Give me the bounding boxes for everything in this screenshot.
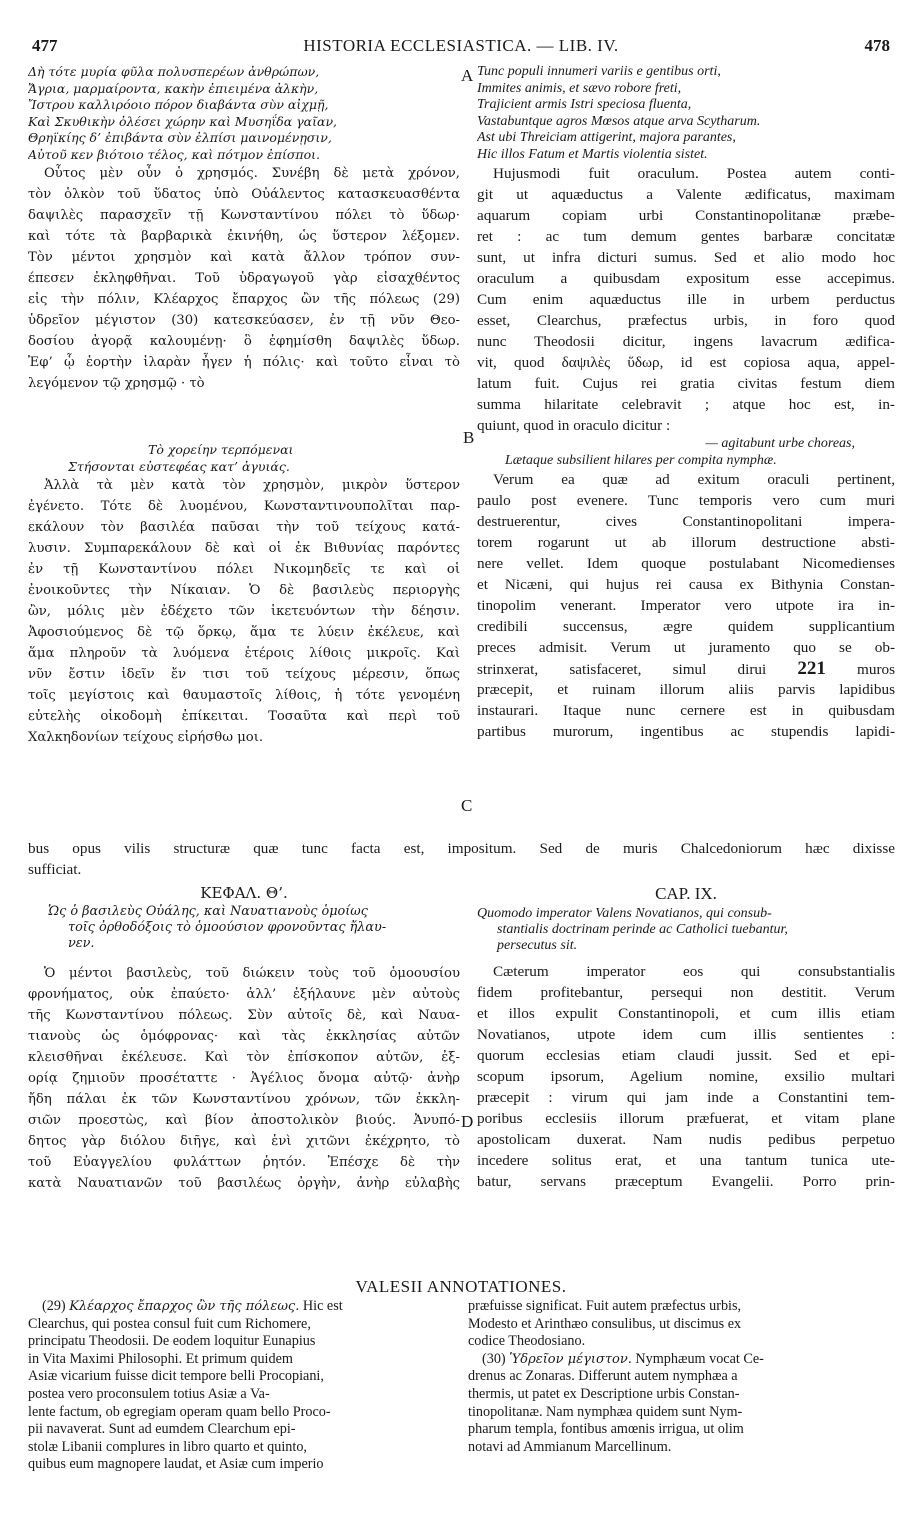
annotation-line	[468, 1298, 895, 1316]
verse-line: Δὴ τότε μυρία φῦλα πολυσπερέων ἀνθρώπων,	[28, 64, 320, 79]
text-line: Οὗτος μὲν οὖν ὁ χρησμός. Συνέβη δὲ μετὰ χρόνον,	[44, 166, 460, 181]
annotation-line	[468, 1351, 895, 1369]
subtitle-line: νεν.	[68, 936, 95, 951]
greek-prose	[28, 163, 460, 394]
annotation-text: quibus eum magnopere laudat, et Asiæ cum imperio	[28, 1456, 324, 1473]
greek-chapter-title: ΚΕΦΑΛ. Θ’.	[200, 884, 288, 902]
annotation-line	[468, 1333, 895, 1351]
verse-line: Vastabuntque agros Mœsos atque arva Scytharum.	[477, 113, 761, 129]
annotation-text: in Vita Maximi Philosophi. Et primum quidem	[28, 1350, 293, 1367]
annotation-text: notavi ad Ammianum Marcellinum.	[468, 1438, 672, 1455]
text-line: Novatianos, utpote idem cum illis sentientes :	[477, 1026, 895, 1043]
text-line: vit, quod δαψιλὲς ὕδωρ, id est copiosa aqua, appel-	[477, 354, 895, 371]
greek-prose-2	[28, 475, 460, 748]
text-line: τιανοὺς ὡς ὁμόφρονας· καὶ τὰς ἐκκλησίας αὐτῶν	[28, 1029, 460, 1044]
annotation-line	[28, 1368, 458, 1386]
running-header	[28, 36, 894, 60]
text-line: λυσιν. Συμπαρεκάλουν δὲ καὶ οἱ ἐκ Βιθυνίας παρόντες	[28, 541, 460, 556]
margin-letter-c: C	[461, 796, 473, 815]
annotation-line	[28, 1333, 458, 1351]
text-line: τοῖς μεγίστοις καὶ θαυμαστοῖς λίθοις, ἡ τότε γενομένη	[28, 688, 460, 703]
latin-prose	[477, 163, 895, 436]
text-line: Χαλκηδονίων τείχους εἰρήσθω μοι.	[28, 730, 264, 745]
subtitle-line: persecutus sit.	[497, 938, 578, 953]
text-line: Ἀφοσιούμενος δὲ τῷ ὅρκῳ, ἅμα τε λύειν ἐκέλευε, καὶ	[28, 625, 460, 640]
latin-chapter-title: CAP. IX.	[655, 884, 717, 903]
text-line: git ut aquæductus a Valente ædificatus, maximam	[477, 186, 895, 203]
full-width-text	[28, 838, 895, 880]
text-line: apostolicam duxerat. Nam nudis pedibus perpetuo	[477, 1131, 895, 1148]
annotation-text: Hic est	[299, 1298, 343, 1314]
annotation-line	[468, 1368, 895, 1386]
annotation-line	[468, 1439, 895, 1457]
text-line: et Nicæni, qui hujus rei causa ex Bithynia Constan-	[477, 576, 895, 593]
text-line: nunc Theodosii dicitur, ingens lavacrum ædifica-	[477, 333, 895, 350]
page-number-right: 478	[864, 36, 890, 55]
text-line: sunt, ut infra dicturi sumus. Sed et alio modo hoc	[477, 249, 895, 266]
annotation-line	[468, 1404, 895, 1422]
text-line: κλεισθῆναι ἐκέλευσε. Καὶ τὸν ἐπίσκοπον αὐτῶν, ἐξ-	[28, 1050, 460, 1065]
greek-chapter-body	[28, 963, 460, 1194]
text-line: Verum ea quæ ad exitum oraculi pertinent,	[493, 471, 895, 488]
annotation-line	[28, 1456, 458, 1474]
margin-letter-d: D	[461, 1112, 474, 1131]
verse-line: Hic illos Fatum et Martis violentia sistet.	[477, 146, 708, 162]
annotation-text: thermis, ut patet ex Descriptione urbis Constan-	[468, 1385, 740, 1402]
text-line: credibili succensus, ægre quidem supplicantium	[477, 618, 895, 635]
latin-chapter-subtitle	[477, 906, 895, 954]
annotation-lemma: Ὑδρεῖον μέγιστον.	[509, 1351, 632, 1367]
text-line: instaurari. Itaque nunc cernere est in quibusdam	[477, 702, 895, 719]
subtitle-line: Quomodo imperator Valens Novatianos, qui consub-	[477, 906, 772, 921]
subtitle-line: stantialis doctrinam perinde ac Catholici tuebantur,	[497, 922, 788, 937]
text-line: έπεσεν ἐκληφθῆναι. Τοῦ ὑδραγωγοῦ γὰρ εἰσαχθέντος	[28, 271, 460, 286]
annotation-line	[28, 1404, 458, 1422]
annotation-text: pharum templa, fontibus amœnis irrigua, ut olim	[468, 1421, 744, 1438]
text-line: δοσίου ἀγορᾷ καλουμένῃ· ὃ ἐφημίσθη δαψιλὲς ὕδωρ.	[28, 334, 460, 349]
subtitle-line: Ὡς ὁ βασιλεὺς Οὐάλης, καὶ Ναυατιανοὺς ὁμοίως	[48, 904, 368, 919]
subtitle-line: τοῖς ὀρθοδόξοις τὸ ὁμοούσιον φρονοῦντας ἤλαυ-	[68, 920, 387, 935]
text-line: tinopolim venerant. Imperator vero utpote ira in-	[477, 597, 895, 614]
annotation-number: (29)	[42, 1298, 66, 1314]
annotation-text: Nymphæum vocat Ce-	[631, 1350, 764, 1367]
annotation-text: principatu Theodosii. De eodem loquitur Eunapius	[28, 1333, 316, 1350]
annotation-line	[28, 1421, 458, 1439]
verse-line: — agitabunt urbe choreas,	[705, 436, 855, 451]
text-line: latum fuit. Cujus rei gratia civitas festum diem	[477, 375, 895, 392]
text-line: Ὁ μέντοι βασιλεὺς, τοῦ διώκειν τοὺς τοῦ ὁμοουσίου	[44, 966, 460, 981]
verse-line: Θρηϊκίης δ’ ἐπιβάντα σὺν ἐλπίσι μαινομένῃσιν,	[28, 130, 332, 145]
text-line: esset, Clearchus, præfectus urbis, in foro quod	[477, 312, 895, 329]
latin-chapter-body	[477, 961, 895, 1192]
text-line: summa hilaritate celebravit ; atque hoc est, in-	[477, 396, 895, 413]
text-line: aquarum copiam urbi Constantinopolitanæ præbe-	[477, 207, 895, 224]
text-line: preces admisit. Verum ut juramento quo se ob-	[477, 639, 895, 656]
annotation-line	[28, 1439, 458, 1457]
latin-line-with-page-number: strinxerat, satisfaceret, simul dirui 221 muros	[477, 658, 895, 679]
verse-line: Ast ubi Threiciam attigerint, majora parantes,	[477, 130, 736, 145]
text-line: σιῶν προεστὼς, καὶ βίον ἀποστολικὸν βιούς. Ἀνυπό-	[28, 1113, 460, 1128]
verse-line: Καὶ Σκυθικὴν ὀλέσει χώρην καὶ Μυσηΐδα γαῖαν,	[28, 113, 338, 129]
annotation-line	[28, 1316, 458, 1334]
text-line: quorum ecclesias etiam claudi jussit. Sed et epi-	[477, 1047, 895, 1064]
text-line: ὑδρεῖον μέγιστον (30) κατεσκεύασεν, ἐν τῇ νῦν Θεο-	[28, 313, 460, 328]
text-line: λεγόμενον τῷ χρησμῷ · τὸ	[28, 376, 205, 391]
text-line: δαψιλὲς παρασχεῖν τῇ Κωνσταντίνου πόλει τὸ ὕδωρ·	[28, 208, 460, 223]
annotation-lemma: Κλέαρχος ἔπαρχος ὢν τῆς πόλεως.	[69, 1299, 300, 1314]
verse-line: Immites animis, et sævo robore freti,	[477, 80, 682, 96]
latin-column-top	[477, 64, 895, 742]
annotation-line	[468, 1316, 895, 1334]
text-line: τὸν ὁλκὸν τοῦ ὕδατος ὑπὸ Οὐάλεντος κατασκευασθέντα	[28, 187, 460, 202]
annotation-text: tinopolitanæ. Nam nymphæa quidem sunt Nym-	[468, 1403, 743, 1420]
text-line: τῆς Κωνσταντίνου πόλεως. Σὺν αὐτοῖς δὲ, καὶ Ναυα-	[28, 1008, 460, 1023]
text-line: Cum enim aquæductus ille in urbem perductus	[477, 291, 895, 308]
page-number-left: 477	[32, 36, 58, 55]
text-line: Ἐφ’ ᾧ ἑορτὴν ἱλαρὰν ἦγεν ἡ πόλις· καὶ τοῦτο εἶναι τὸ	[28, 355, 460, 370]
verse-line: Ἴστρου καλλιρόοιο πόρον διαβάντα σὺν αἰχμῇ,	[28, 97, 329, 112]
running-title: HISTORIA ECCLESIASTICA. — LIB. IV.	[303, 36, 619, 55]
text-line: τοῦ Εὐαγγελίου φυλάττων ῥητόν. Ἐπέσχε δὲ τὴν	[28, 1155, 460, 1170]
text-line: bus opus vilis structuræ quæ tunc facta est, impositum. Sed de muris Chalcedoniorum hæc dixisse	[28, 840, 895, 857]
text-line: præcepit, et ruinam illorum aliis parvis lapidibus	[477, 681, 895, 698]
greek-oracle-verse	[28, 64, 460, 163]
verse-line: Αὐτοῦ κεν βιότοιο τέλος, καὶ πότμον ἐπίσποι.	[28, 146, 320, 162]
annotation-line	[28, 1351, 458, 1369]
annotations-right	[468, 1298, 895, 1456]
annotation-text: præfuisse significat. Fuit autem præfectus urbis,	[468, 1298, 742, 1314]
verse-line: Στήσονται εὐστεφέας κατ’ ἀγυιάς.	[68, 458, 290, 474]
inner-page-number: 221	[797, 658, 826, 679]
annotation-number: (30)	[482, 1350, 506, 1367]
verse-line: Ἄγρια, μαρμαίροντα, κακὴν ἐπιειμένα ἀλκὴν,	[28, 80, 319, 96]
annotations-title: VALESII ANNOTATIONES.	[355, 1277, 567, 1296]
annotation-text: drenus ac Zonaras. Differunt autem nymphæa a	[468, 1368, 738, 1385]
text-line: Τὸν μέντοι χρησμὸν καὶ κατὰ ἄλλον τρόπον συν-	[28, 250, 460, 265]
annotation-line	[28, 1386, 458, 1404]
text-line: præcepit : virum qui jam inde a Constantini tem-	[477, 1089, 895, 1106]
annotation-text: lente factum, ob egregiam operam quam bello Proco-	[28, 1403, 331, 1420]
text-line: εἰς τὴν πόλιν, Κλέαρχος ἔπαρχος ὢν τῆς πόλεως (29)	[28, 292, 460, 307]
text-line: κατὰ Ναυατιανῶν τοῦ βασιλέως ὀργὴν, ἀνὴρ εὐλαβὴς	[28, 1176, 460, 1191]
text-line: ορίᾳ ζημιοῦν προσέταττε · Ἀγέλιος ὄνομα αὐτῷ· ἀνὴρ	[28, 1071, 460, 1086]
margin-letter-b: B	[463, 428, 475, 447]
margin-letter-a: A	[461, 66, 474, 85]
verse-line: Tunc populi innumeri variis e gentibus orti,	[477, 64, 721, 79]
text-line: sufficiat.	[28, 861, 82, 878]
text-line: ἤδη πάλαι ἐκ τῶν Κωνσταντίνου χρόνων, τῶν ἐκκλη-	[28, 1092, 460, 1107]
text-line: fidem profitebantur, persequi non destitit. Verum	[477, 984, 895, 1001]
annotation-text: pii navaverat. Sunt ad eumdem Clearchum epi-	[28, 1421, 296, 1438]
greek-column-top	[28, 64, 460, 748]
text-line: paulo post evenere. Tunc temporis vero cum muri	[477, 492, 895, 509]
latin-prose-3	[477, 679, 895, 742]
greek-chapter-subtitle	[48, 904, 460, 952]
verse-line: Lætaque subsilient hilares per compita nymphæ.	[505, 452, 777, 468]
text-line: Hujusmodi fuit oraculum. Postea autem conti-	[493, 165, 895, 182]
annotation-text: codice Theodosiano.	[468, 1333, 586, 1350]
latin-oracle-verse	[477, 64, 895, 163]
text-line: poribus ecclesiis illorum præfuerat, et vitam plane	[477, 1110, 895, 1127]
text-line: ὢν, μόλις μὲν ἐδέχετο τῶν ἱκετευόντων τὴν δέησιν.	[28, 604, 460, 619]
annotation-line	[468, 1386, 895, 1404]
text-line: quiunt, quod in oraculo dicitur :	[477, 417, 671, 434]
verse-line: Τὸ χορείην τερπόμεναι	[148, 442, 294, 457]
text-line: nere vellet. Idem quoque postulabant Nicomedienses	[477, 555, 895, 572]
annotations-left	[28, 1298, 458, 1474]
annotation-text: Asiæ vicarium fuisse dicit tempore belli Procopiani,	[28, 1368, 324, 1385]
text-line: ἐγένετο. Τότε δὲ λυομένου, Κωνσταντινουπολῖται παρ-	[28, 499, 460, 514]
text-line: ἅμα πληροῦν τὰ λυόμενα ἑτέροις λίθοις μικροῖς. Καὶ	[28, 646, 460, 661]
text-line: et illos expulit Constantinopoli, et cum illis etiam	[477, 1005, 895, 1022]
text-line: ret : ac tum demum gentes barbaræ concitatæ	[477, 228, 895, 245]
latin-prose-2	[477, 469, 895, 658]
text-line: δητος γὰρ διόλου διῆγε, καὶ ἑνὶ χιτῶνι ἐκέχρητο, τὸ	[28, 1134, 460, 1149]
text-line: incedere solitus erat, et una tantum tunica ute-	[477, 1152, 895, 1169]
text-line: batur, servans præceptum Evangelii. Porro prin-	[477, 1173, 895, 1190]
text-line: scopum ipsorum, Agelium nomine, exsilio multari	[477, 1068, 895, 1085]
text-line: Ἀλλὰ τὰ μὲν κατὰ τὸν χρησμὸν, μικρὸν ὕστερον	[44, 478, 460, 493]
text-line: εὐτελὴς οἰκοδομὴ ἐπίκειται. Τοσαῦτα καὶ περὶ τοῦ	[28, 709, 460, 724]
annotation-text: stolæ Libanii complures in libro quarto et quinto,	[28, 1438, 307, 1455]
text-line: φρονήματος, οὐκ ἐπαύετο· ἀλλ’ ἐξήλαυνε μὲν αὐτοὺς	[28, 987, 460, 1002]
text-line: ἐνοικοῦντες τὴν Νίκαιαν. Ὁ δὲ βασιλεὺς περιοργὴς	[28, 583, 460, 598]
text-line: ἐν τῇ Κωνσταντίνου πόλει Νικομηδεῖς τε καὶ οἱ	[28, 562, 460, 577]
annotation-line	[28, 1298, 458, 1316]
annotation-line	[468, 1421, 895, 1439]
text-line: Cæterum imperator eos qui consubstantialis	[493, 963, 895, 980]
text-line: νῦν ἔστιν ἰδεῖν ἔν τισι τοῦ τείχους μέρεσιν, ὅπως	[28, 667, 460, 682]
greek-verse-2	[28, 442, 460, 475]
annotation-text: Modesto et Arinthæo consulibus, ut discimus ex	[468, 1315, 742, 1332]
latin-verse-2	[477, 436, 895, 469]
text-line: εκάλουν τὸν βασιλέα παῦσαι τὴν τοῦ τείχους κατά-	[28, 520, 460, 535]
text-line: torem rogarunt ut ab illorum destructione absti-	[477, 534, 895, 551]
text-line: oraculum a quibusdam expositum esse accepimus.	[477, 270, 895, 287]
annotation-text: postea vero proconsulem totius Asiæ a Va-	[28, 1385, 270, 1402]
text-line: καὶ τότε τὰ βαρβαρικὰ ἐκινήθη, ὡς ὕστερον λέξομεν.	[28, 229, 460, 244]
text-line: partibus murorum, ingentibus ac stupendis lapidi-	[477, 723, 895, 740]
verse-line: Trajicient armis Istri speciosa fluenta,	[477, 97, 692, 112]
text-line: destruerentur, cives Constantinopolitani impera-	[477, 513, 895, 530]
annotation-text: Clearchus, qui postea consul fuit cum Richomere,	[28, 1315, 311, 1332]
